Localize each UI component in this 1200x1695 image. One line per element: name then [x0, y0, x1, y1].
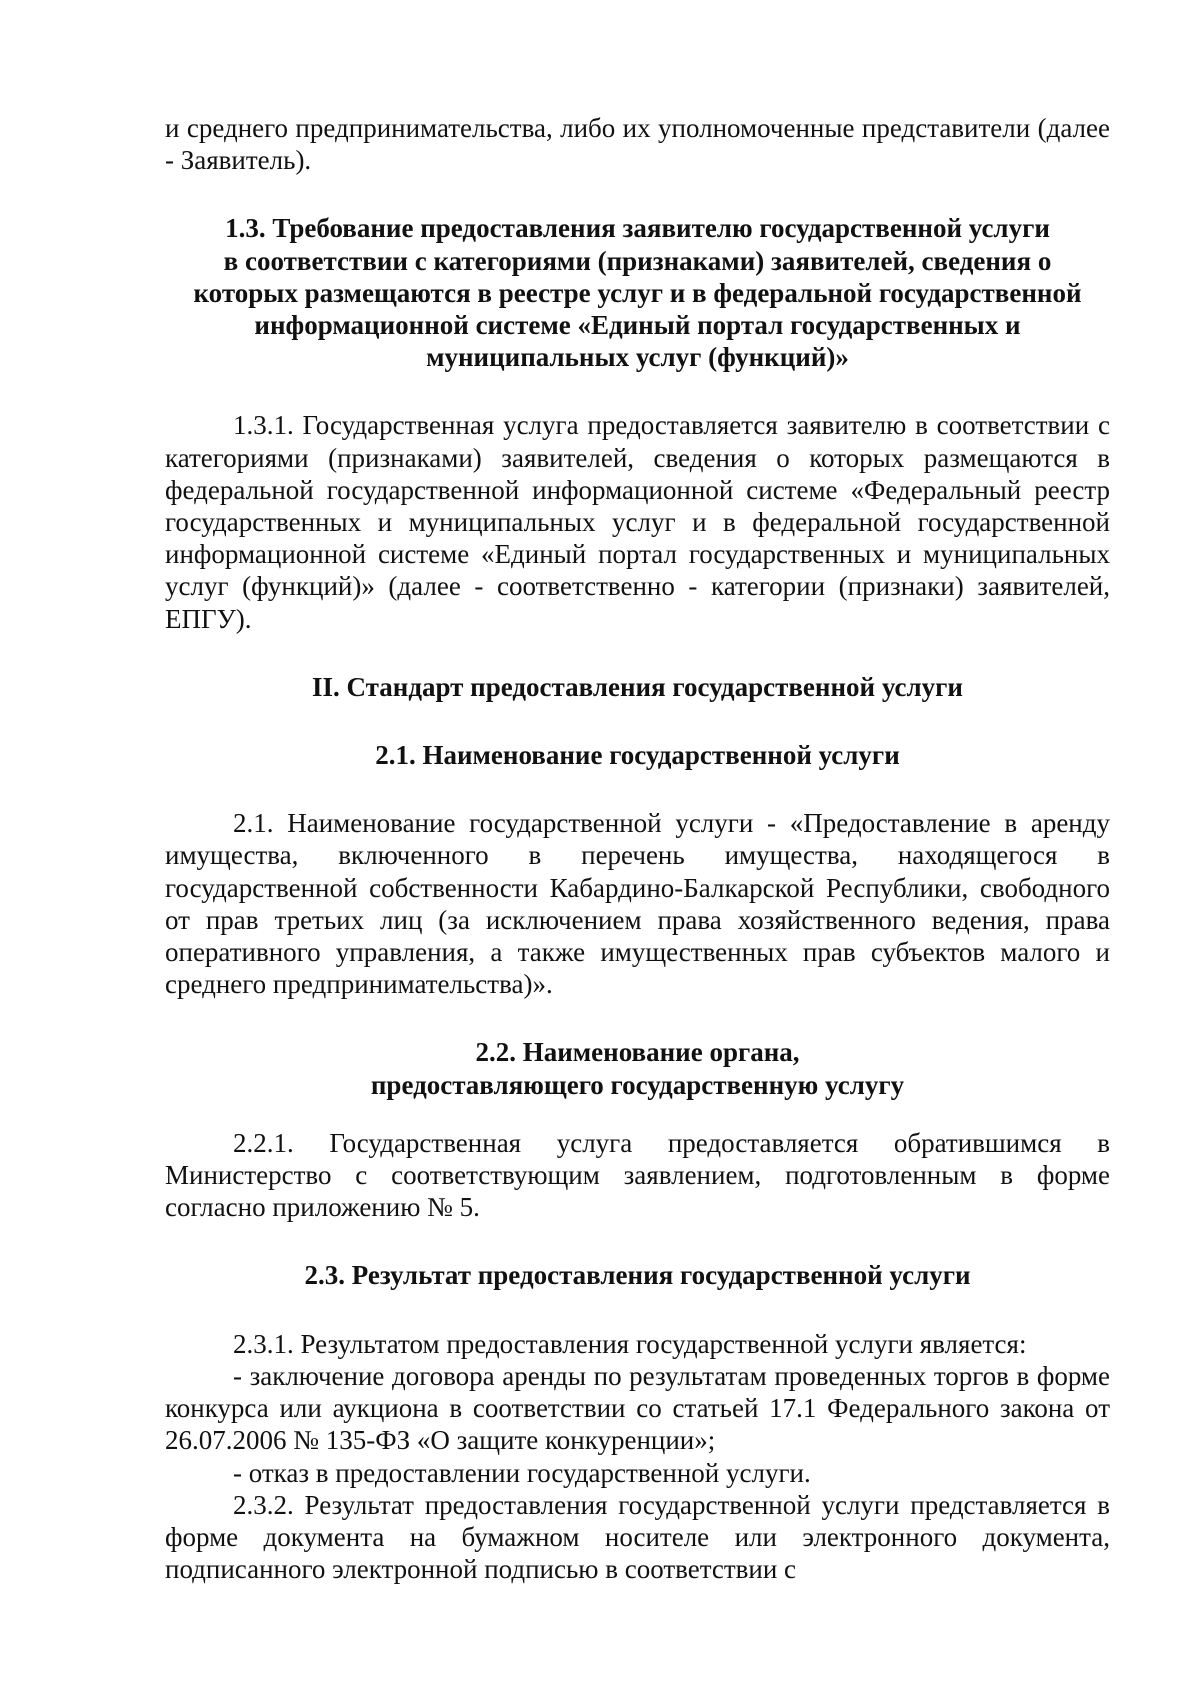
intro-paragraph: и среднего предпринимательства, либо их уполномоченные представители (далее - Заявитель).: [165, 113, 1110, 176]
paragraph-2-2-1: 2.2.1. Государственная услуга предоставляется обратившимся в Министерство с соответствующим заявлением, подготовленным в форме согласно приложению № 5.: [165, 1127, 1110, 1223]
section-2-1-heading: 2.1. Наименование государственной услуги: [375, 740, 900, 771]
section-2-3-heading: 2.3. Результат предоставления государственной услуги: [304, 1260, 971, 1291]
list-item: - отказ в предоставлении государственной услуги.: [233, 1457, 811, 1488]
list-item: - заключение договора аренды по результатам проведенных торгов в форме конкурса или аукциона в соответствии со статьей 17.1 Федерального закона от 26.07.2006 № 135-ФЗ «О защите конкуренции»;: [165, 1360, 1110, 1456]
document-page: [165, 112, 1110, 1585]
heading-line: 2.2. Наименование органа,: [475, 1037, 800, 1068]
paragraph-2-3-1: 2.3.1. Результатом предоставления государственной услуги является:: [233, 1328, 1027, 1359]
paragraph-2-1: 2.1. Наименование государственной услуги - «Предоставление в аренду имущества, включенного в перечень имущества, находящегося в государственной собственности Кабардино-Балкарской Республики, свободного от прав третьих лиц (за исключением права хозяйственного ведения, права оперативного управления, а также имущественных прав субъектов малого и среднего предпринимательства)».: [165, 808, 1110, 1000]
heading-line: которых размещаются в реестре услуг и в федеральной государственной: [193, 277, 1082, 308]
section-2-2-heading: [165, 1036, 1110, 1100]
heading-line: предоставляющего государственную услугу: [370, 1069, 905, 1100]
section-II-heading: II. Стандарт предоставления государственной услуги: [312, 671, 963, 702]
section-1-3-heading: [165, 212, 1110, 373]
heading-line: 1.3. Требование предоставления заявителю государственной услуги: [225, 213, 1050, 244]
paragraph-1-3-1: 1.3.1. Государственная услуга предоставляется заявителю в соответствии с категориями (признаками) заявителей, сведения о которых размещаются в федеральной государственной информационной системе «Федеральный реестр государственных и муниципальных услуг и в федеральной государственной информационной системе «Единый портал государственных и муниципальных услуг (функций)» (далее - соответственно - категории (признаки) заявителей, ЕПГУ).: [165, 410, 1110, 634]
heading-line: в соответствии с категориями (признаками) заявителей, сведения о: [223, 245, 1052, 276]
paragraph-2-3-2: 2.3.2. Результат предоставления государственной услуги представляется в форме документа на бумажном носителе или электронного документа, подписанного электронной подписью в соответствии с: [165, 1489, 1110, 1585]
heading-line: муниципальных услуг (функций)»: [426, 342, 849, 373]
heading-line: информационной системе «Единый портал государственных и: [254, 310, 1021, 341]
